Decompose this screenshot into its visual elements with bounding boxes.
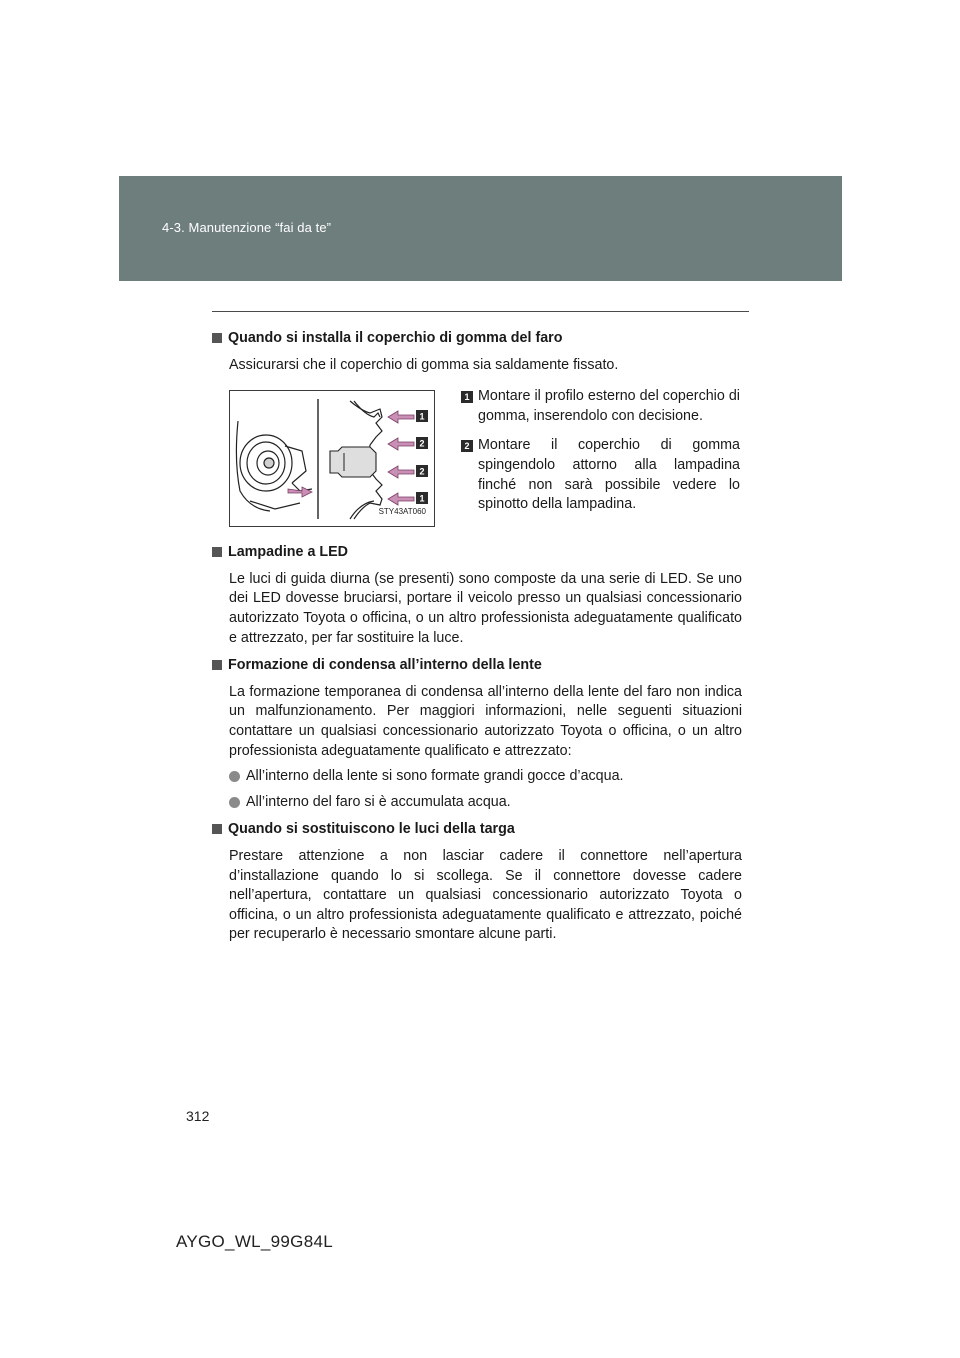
document-code: AYGO_WL_99G84L [176,1232,333,1251]
callout-label: 1 [419,411,425,422]
square-bullet-icon [212,824,222,834]
step-number-badge: 1 [461,391,473,403]
section-text: Prestare attenzione a non lasciar cadere il connettore nell’apertura d’installazione quando lo si scollega. Se il connettore dovesse cadere nell’apertura, contattare un qualsiasi concessionario autorizzato Toyota o officina, o un altro professionista adeguatamente qualificato e attrezzato, poiché per recuperarlo è necessario smontare alcune parti. [229,847,742,943]
figure-code: STY43AT060 [378,506,426,516]
callout-label: 1 [419,493,425,504]
section-heading: Quando si installa il coperchio di gomma del faro [212,329,742,349]
section-text: Le luci di guida diurna (se presenti) sono composte da una serie di LED. Se uno dei LED dovesse bruciarsi, portare il veicolo presso un qualsiasi concessionario autorizzato Toyota o officina, o un altro professionista adeguatamente qualificato e attrezzato, per far sostituire la luce. [229,570,742,646]
divider [212,311,749,312]
page-content [212,329,742,945]
arrow-icon [388,438,414,450]
page-number: 312 [186,1108,210,1124]
square-bullet-icon [212,660,222,670]
section-text: La formazione temporanea di condensa all’interno della lente del faro non indica un malfunzionamento. Per maggiori informazioni, nelle seguenti situazioni contattare un qualsiasi concessionario autorizzato Toyota o officina, o un altro professionista adeguatamente qualificato e attrezzato: [229,683,742,759]
section-heading: Formazione di condensa all’interno della lente [212,656,742,676]
section-heading: Quando si sostituiscono le luci della targa [212,820,742,840]
rubber-cover-illustration [229,390,435,527]
square-bullet-icon [212,333,222,343]
arrow-icon [388,411,414,423]
section-text: Assicurarsi che il coperchio di gomma sia saldamente fissato. [229,356,619,373]
list-item: All’interno del faro si è accumulata acqua. [229,793,742,813]
figure-row [212,390,742,531]
list-item: All’interno della lente si sono formate grandi gocce d’acqua. [229,767,742,787]
circle-bullet-icon [229,797,240,808]
push-arrow-icon [288,487,312,497]
step-item: 1 Montare il profilo esterno del coperchio di gomma, inserendolo con decisione. [461,387,740,426]
circle-bullet-icon [229,771,240,782]
section-heading: Lampadine a LED [212,543,742,563]
header-band [119,176,842,281]
step-number-badge: 2 [461,440,473,452]
callout-label: 2 [419,438,425,449]
callout-label: 2 [419,466,425,477]
step-list [461,387,740,525]
bulb-icon [330,447,376,477]
section-title: 4-3. Manutenzione “fai da te” [162,220,332,235]
square-bullet-icon [212,547,222,557]
arrow-icon [388,466,414,478]
step-item: 2 Montare il coperchio di gomma spingendolo attorno alla lampadina finché non sarà possibile vedere lo spinotto della lampadina. [461,436,740,514]
